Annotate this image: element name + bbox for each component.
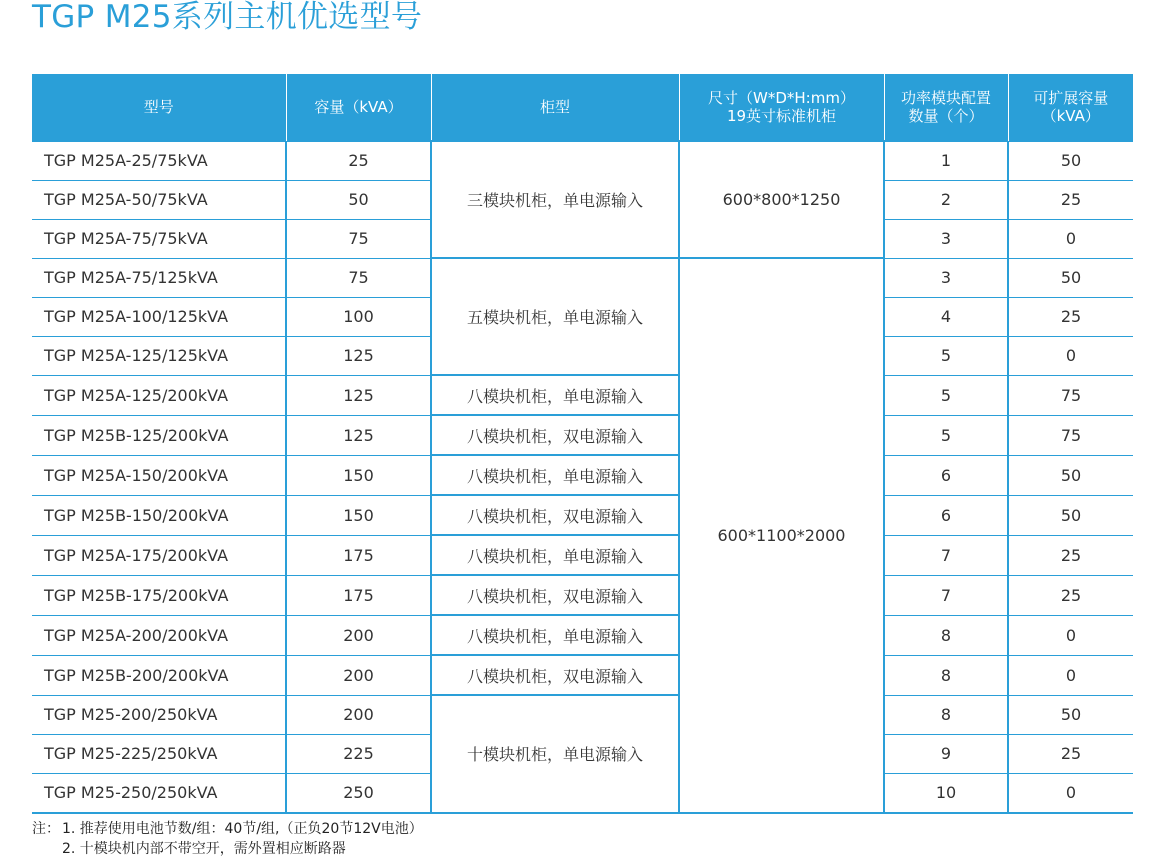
page-title: TGP M25系列主机优选型号 [32, 0, 423, 35]
model-cell: TGP M25A-75/125kVA [32, 258, 286, 297]
expand-cell: 0 [1008, 773, 1133, 813]
model-cell: TGP M25B-200/200kVA [32, 655, 286, 695]
table-row [32, 655, 1133, 695]
header-expand-line2: （kVA） [1041, 107, 1100, 126]
header-size [679, 74, 884, 141]
table-header-row [32, 74, 1133, 141]
dimension-cell: 600*800*1250 [679, 141, 884, 258]
header-expand-line1: 可扩展容量 [1033, 89, 1109, 108]
header-capacity: 容量（kVA） [286, 74, 431, 141]
capacity-cell: 200 [286, 615, 431, 655]
cabinet-cell: 十模块机柜，单电源输入 [431, 695, 679, 813]
capacity-cell: 200 [286, 655, 431, 695]
table-row [32, 575, 1133, 615]
cabinet-cell: 八模块机柜，双电源输入 [431, 415, 679, 455]
cabinet-cell: 八模块机柜，单电源输入 [431, 455, 679, 495]
notes-prefix: 注： [32, 821, 60, 837]
table-row [32, 258, 1133, 297]
capacity-cell: 175 [286, 535, 431, 575]
capacity-cell: 150 [286, 455, 431, 495]
note-line-1 [32, 819, 423, 839]
model-cell: TGP M25A-125/125kVA [32, 336, 286, 375]
expand-cell: 25 [1008, 297, 1133, 336]
modules-cell: 1 [884, 141, 1008, 180]
expand-cell: 50 [1008, 495, 1133, 535]
model-cell: TGP M25B-150/200kVA [32, 495, 286, 535]
cabinet-cell: 五模块机柜，单电源输入 [431, 258, 679, 375]
header-modules-line1: 功率模块配置 [900, 89, 991, 108]
cabinet-cell: 八模块机柜，单电源输入 [431, 535, 679, 575]
capacity-cell: 25 [286, 141, 431, 180]
header-size-line1: 尺寸（W*D*H:mm） [708, 89, 855, 107]
capacity-cell: 150 [286, 495, 431, 535]
note-item-2: 2. 十模块机内部不带空开，需外置相应断路器 [62, 841, 346, 857]
table-row [32, 415, 1133, 455]
modules-cell: 6 [884, 455, 1008, 495]
modules-cell: 4 [884, 297, 1008, 336]
header-modules [884, 74, 1008, 141]
modules-cell: 8 [884, 615, 1008, 655]
expand-cell: 50 [1008, 258, 1133, 297]
capacity-cell: 250 [286, 773, 431, 813]
expand-cell: 25 [1008, 180, 1133, 219]
expand-cell: 25 [1008, 575, 1133, 615]
model-cell: TGP M25-200/250kVA [32, 695, 286, 734]
model-cell: TGP M25A-150/200kVA [32, 455, 286, 495]
modules-cell: 5 [884, 336, 1008, 375]
cabinet-cell: 三模块机柜，单电源输入 [431, 141, 679, 258]
dimension-cell: 600*1100*2000 [679, 258, 884, 813]
expand-cell: 0 [1008, 615, 1133, 655]
modules-cell: 5 [884, 375, 1008, 415]
expand-cell: 25 [1008, 535, 1133, 575]
model-cell: TGP M25A-75/75kVA [32, 219, 286, 258]
modules-cell: 5 [884, 415, 1008, 455]
model-cell: TGP M25-250/250kVA [32, 773, 286, 813]
expand-cell: 0 [1008, 655, 1133, 695]
header-size-line2: 19英寸标准机柜 [726, 107, 837, 125]
capacity-cell: 75 [286, 219, 431, 258]
model-cell: TGP M25-225/250kVA [32, 734, 286, 773]
header-expand [1008, 74, 1133, 141]
capacity-cell: 100 [286, 297, 431, 336]
note-item-1: 1. 推荐使用电池节数/组：40节/组,（正负20节12V电池） [62, 821, 423, 837]
cabinet-cell: 八模块机柜，双电源输入 [431, 495, 679, 535]
model-cell: TGP M25A-50/75kVA [32, 180, 286, 219]
capacity-cell: 225 [286, 734, 431, 773]
model-cell: TGP M25A-200/200kVA [32, 615, 286, 655]
expand-cell: 75 [1008, 375, 1133, 415]
notes [32, 819, 423, 859]
model-cell: TGP M25A-25/75kVA [32, 141, 286, 180]
header-cabinet: 柜型 [431, 74, 679, 141]
modules-cell: 7 [884, 575, 1008, 615]
table-row [32, 141, 1133, 180]
note-line-2 [32, 839, 423, 859]
header-model: 型号 [32, 74, 286, 141]
expand-cell: 50 [1008, 455, 1133, 495]
expand-cell: 0 [1008, 336, 1133, 375]
cabinet-cell: 八模块机柜，双电源输入 [431, 575, 679, 615]
expand-cell: 75 [1008, 415, 1133, 455]
expand-cell: 0 [1008, 219, 1133, 258]
modules-cell: 7 [884, 535, 1008, 575]
expand-cell: 50 [1008, 695, 1133, 734]
table-row [32, 495, 1133, 535]
capacity-cell: 75 [286, 258, 431, 297]
expand-cell: 50 [1008, 141, 1133, 180]
table-body [32, 141, 1133, 813]
table-row [32, 375, 1133, 415]
model-cell: TGP M25A-125/200kVA [32, 375, 286, 415]
model-cell: TGP M25B-175/200kVA [32, 575, 286, 615]
header-modules-line2: 数量（个） [908, 107, 984, 126]
modules-cell: 10 [884, 773, 1008, 813]
table-row [32, 455, 1133, 495]
modules-cell: 9 [884, 734, 1008, 773]
capacity-cell: 125 [286, 375, 431, 415]
model-spec-table [32, 74, 1133, 814]
model-cell: TGP M25A-100/125kVA [32, 297, 286, 336]
table-row [32, 615, 1133, 655]
model-cell: TGP M25A-175/200kVA [32, 535, 286, 575]
capacity-cell: 200 [286, 695, 431, 734]
modules-cell: 3 [884, 219, 1008, 258]
model-cell: TGP M25B-125/200kVA [32, 415, 286, 455]
cabinet-cell: 八模块机柜，单电源输入 [431, 375, 679, 415]
modules-cell: 3 [884, 258, 1008, 297]
capacity-cell: 125 [286, 336, 431, 375]
modules-cell: 6 [884, 495, 1008, 535]
cabinet-cell: 八模块机柜，单电源输入 [431, 615, 679, 655]
cabinet-cell: 八模块机柜，双电源输入 [431, 655, 679, 695]
modules-cell: 2 [884, 180, 1008, 219]
capacity-cell: 175 [286, 575, 431, 615]
modules-cell: 8 [884, 695, 1008, 734]
table-row [32, 695, 1133, 734]
expand-cell: 25 [1008, 734, 1133, 773]
table-row [32, 535, 1133, 575]
modules-cell: 8 [884, 655, 1008, 695]
capacity-cell: 125 [286, 415, 431, 455]
capacity-cell: 50 [286, 180, 431, 219]
